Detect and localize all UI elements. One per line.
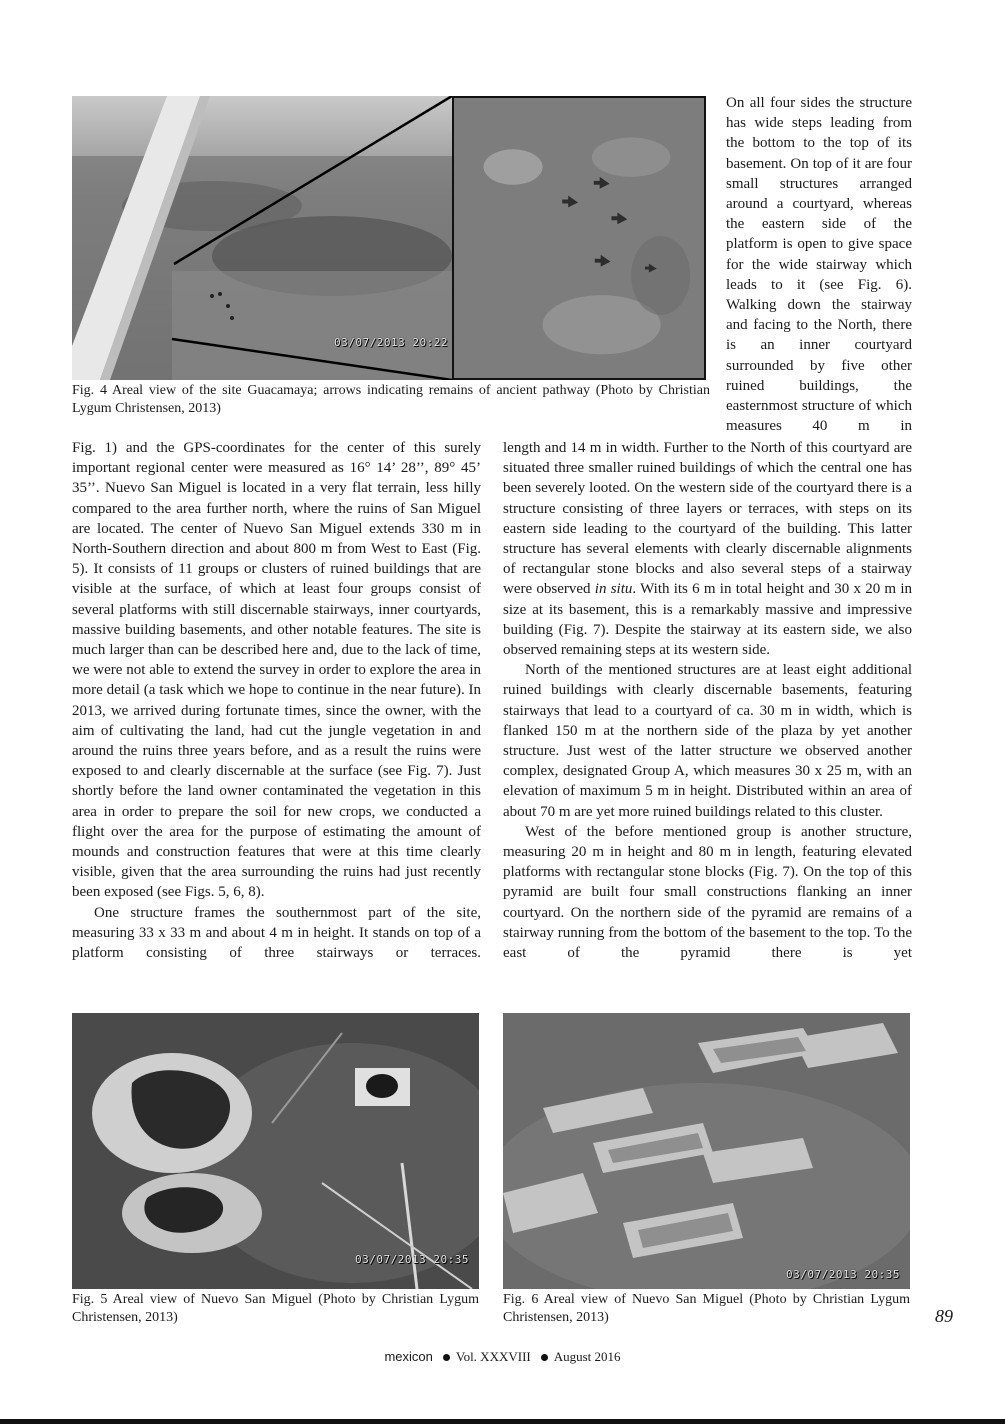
fig4-caption: Fig. 4 Areal view of the site Guacamaya; arrows indicating remains of ancient pathway (Photo by Christian Lygum Christensen, 2013) (72, 383, 710, 416)
left-paragraph-1: Fig. 1) and the GPS-coordinates for the center of this surely important regional center were measured as 16° 14’ 28’’, 89° 45’ 35’’. Nuevo San Miguel is located in a very flat terrain, less hilly compared to the area further north, where the ruins of San Miguel are located. The center of Nuevo San Miguel extends 330 m in North-Southern direction and about 800 m from West to East (Fig. 5). It consists of 11 groups or clusters of ruined buildings that are visible at the surface, of which at least four groups consist of several platforms with still discernable stairways, inner courtyards, massive building basements, and other notable features. The site is much larger than can be described here and, due to the lack of time, we were not able to extend the survey in order to explore the area in more detail (a task which we hope to continue in the near future). In 2013, we arrived during fortunate times, since the owner, with the aim of cultivating the land, had cut the jungle vegetation in and around the ruins three years before, and as a result the ruins were exposed to and clearly discernable at the surface (see Fig. 7). Just shortly before the land owner contaminated the vegetation in this area in order to prepare the soil for new crops, we conducted a flight over the area for the purpose of estimating the amount of mounds and construction features that were at this time clearly visible, given that the area surrounding the ruins had just recently been exposed (see Figs. 5, 6, 8). (72, 440, 481, 901)
right-text-column (503, 438, 912, 963)
footer-bullet-1 (443, 1354, 450, 1361)
left-paragraph-2: One structure frames the southernmost part of the site, measuring 33 x 33 m and about 4 m in height. It stands on top of a platform consisting of three stairways or terraces. (72, 904, 481, 962)
fig6-photo (503, 1013, 910, 1289)
fig4-inset-photo (452, 96, 706, 380)
footer-journal: mexicon (384, 1349, 433, 1364)
side-text-column: On all four sides the structure has wide steps leading from the bottom to the top of its basement. On top of it are four small structures arranged around a courtyard, whereas the eastern side of the platform is open to give space for the wide stairway which leads to it (see Fig. 6). Walking down the stairway and facing to the North, there is an inner courtyard surrounded by five other ruined buildings, the easternmost structure of which measures 40 m in (726, 95, 912, 435)
right-paragraph-2: North of the mentioned structures are at least eight additional ruined buildings with clearly discernable basements, featuring stairways that lead to a courtyard of ca. 30 m in width, which is flanked 150 m at the northern side of the plaza by yet another structure. Just west of the latter structure we observed another complex, designated Group A, which measures 30 x 25 m, with an elevation of maximum 5 m in height. Distributed within an area of about 70 m are yet more ruined buildings related to this cluster. (503, 662, 912, 820)
bottom-rule (0, 1419, 1005, 1424)
fig6-caption: Fig. 6 Areal view of Nuevo San Miguel (Photo by Christian Lygum Christensen, 2013) (503, 1292, 910, 1325)
right-paragraph-1-text-a: length and 14 m in width. Further to the North of this courtyard are situated three smaller ruined buildings of which the central one has been severely looted. On the western side of the courtyard there is a structure consisting of three layers or terraces, with steps on its eastern side leading to the courtyard of the building. This latter structure has several elements with clearly discernable alignments of rectangular stone blocks and also several steps of a stairway were observed (503, 440, 912, 598)
right-paragraph-1-emphasis: in situ (594, 581, 633, 598)
footer-volume: Vol. XXXVIII (455, 1349, 531, 1364)
page-number: 89 (935, 1306, 953, 1326)
fig5-photo-image (72, 1013, 479, 1289)
right-paragraph-3: West of the before mentioned group is another structure, measuring 20 m in height and 80 m in length, featuring elevated platforms with rectangular stone blocks (Fig. 7). On the top of this pyramid are built four small constructions flanking an inner courtyard. On the northern side of the pyramid are remains of a stairway running from the bottom of the basement to the top. To the east of the pyramid there is yet (503, 823, 912, 962)
fig4-photo (72, 96, 454, 380)
footer-date: August 2016 (553, 1349, 621, 1364)
fig5-caption: Fig. 5 Areal view of Nuevo San Miguel (Photo by Christian Lygum Christensen, 2013) (72, 1292, 479, 1325)
right-paragraph-1-text-b: . With its 6 m in total height and 30 x 20 m in size at its basement, this is a remarkably massive and impressive building (Fig. 7). Despite the stairway at its eastern side, we also observed remaining steps at its western side. (503, 581, 913, 659)
fig4-inset-image (454, 98, 704, 378)
fig5-timestamp: 03/07/2013 20:35 (355, 1253, 469, 1266)
fig6-photo-image (503, 1013, 910, 1289)
right-paragraph-1 (503, 438, 912, 660)
fig6-timestamp: 03/07/2013 20:35 (786, 1268, 900, 1281)
footer-bullet-2 (541, 1354, 548, 1361)
fig5-photo (72, 1013, 479, 1289)
left-text-column (72, 438, 481, 963)
fig4-timestamp: 03/07/2013 20:22 (334, 336, 448, 349)
footer (0, 1349, 1005, 1365)
